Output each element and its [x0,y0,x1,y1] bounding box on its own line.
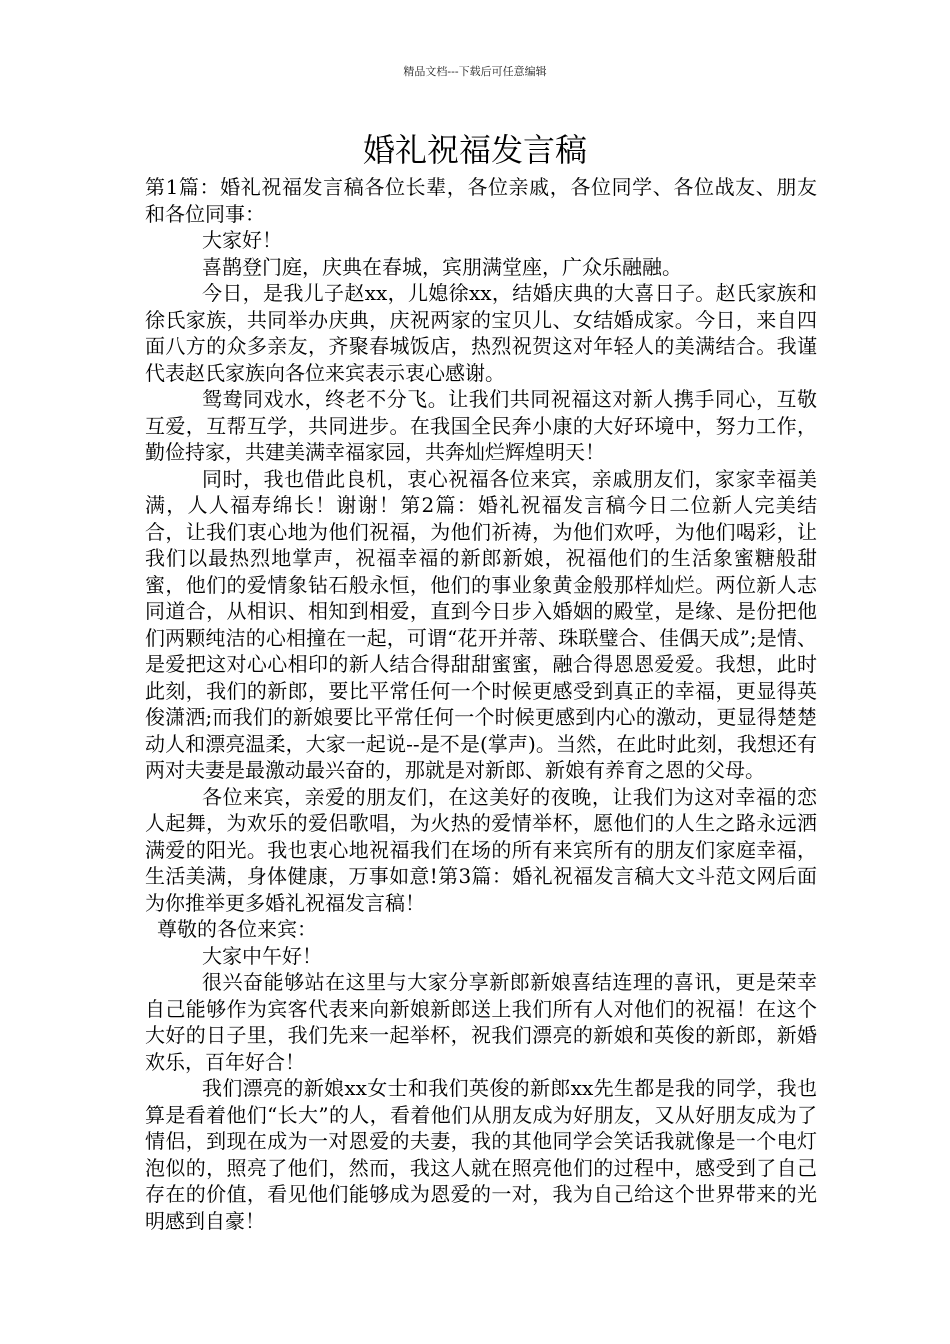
paragraph-10: 很兴奋能够站在这里与大家分享新郎新娘喜结连理的喜讯，更是荣幸自己能够作为宾客代表来向新娘新郎送上我们所有人对他们的祝福！在这个大好的日子里，我们先来一起举杯，祝我们漂亮的新娘和英俊的新郎，新婚欢乐，百年好合！ [145,970,817,1074]
paragraph-4: 今日，是我儿子赵xx，儿媳徐xx，结婚庆典的大喜日子。赵氏家族和徐氏家族，共同举办庆典，庆祝两家的宝贝儿、女结婚成家。今日，来自四面八方的众多亲友，齐聚春城饭店，热烈祝贺这对年轻人的美满结合。我谨代表赵氏家族向各位来宾表示衷心感谢。 [145,281,817,385]
paragraph-5: 鸳鸯同戏水，终老不分飞。让我们共同祝福这对新人携手同心，互敬互爱，互帮互学，共同进步。在我国全民奔小康的大好环境中，努力工作，勤俭持家，共建美满幸福家园，共奔灿烂辉煌明天！ [145,387,817,464]
document-title: 婚礼祝福发言稿 [362,131,587,169]
paragraph-3: 喜鹊登门庭，庆典在春城，宾朋满堂座，广众乐融融。 [202,254,682,279]
paragraph-1: 第1篇：婚礼祝福发言稿各位长辈，各位亲戚，各位同学、各位战友、朋友和各位同事： [145,175,817,226]
paragraph-6: 同时，我也借此良机，衷心祝福各位来宾，亲戚朋友们，家家幸福美满，人人福寿绵长！谢谢！第2篇：婚礼祝福发言稿今日二位新人完美结合，让我们衷心地为他们祝福，为他们祈祷，为他们欢呼，为他们喝彩，让我们以最热烈地掌声，祝福幸福的新郎新娘，祝福他们的生活象蜜糖般甜蜜，他们的爱情象钻石般永恒，他们的事业象黄金般那样灿烂。两位新人志同道合，从相识、相知到相爱，直到今日步入婚姻的殿堂，是缘、是份把他们两颗纯洁的心相撞在一起，可谓“花开并蒂、珠联璧合、佳偶天成”;是情、是爱把这对心心相印的新人结合得甜甜蜜蜜，融合得恩恩爱爱。我想，此时此刻，我们的新郎，要比平常任何一个时候更感受到真正的幸福，更显得英俊潇洒;而我们的新娘要比平常任何一个时候更感到内心的激动，更显得楚楚动人和漂亮温柔，大家一起说--是不是(掌声)。当然，在此时此刻，我想还有两对夫妻是最激动最兴奋的，那就是对新郎、新娘有养育之恩的父母。 [145,466,817,782]
paragraph-9: 大家中午好！ [202,943,322,968]
paragraph-7: 各位来宾，亲爱的朋友们，在这美好的夜晚，让我们为这对幸福的恋人起舞，为欢乐的爱侣歌唱，为火热的爱情举杯，愿他们的人生之路永远洒满爱的阳光。我也衷心地祝福我们在场的所有来宾所有的朋友们家庭幸福，生活美满，身体健康，万事如意!第3篇：婚礼祝福发言稿大文斗范文网后面为你推举更多婚礼祝福发言稿！ [145,784,817,915]
paragraph-8: 尊敬的各位来宾： [157,917,317,941]
paragraph-2: 大家好！ [202,228,282,252]
document-body [145,174,817,1234]
header-note: 精品文档---下载后可任意编辑 [403,65,547,78]
paragraph-11: 我们漂亮的新娘xx女士和我们英俊的新郎xx先生都是我的同学，我也算是看着他们“长大”的人，看着他们从朋友成为好朋友，又从好朋友成为了情侣，到现在成为一对恩爱的夫妻，我的其他同学会笑话我就像是一个电灯泡似的，照亮了他们，然而，我这人就在照亮他们的过程中，感受到了自己存在的价值，看见他们能够成为恩爱的一对，我为自己给这个世界带来的光明感到自豪！ [145,1076,817,1233]
